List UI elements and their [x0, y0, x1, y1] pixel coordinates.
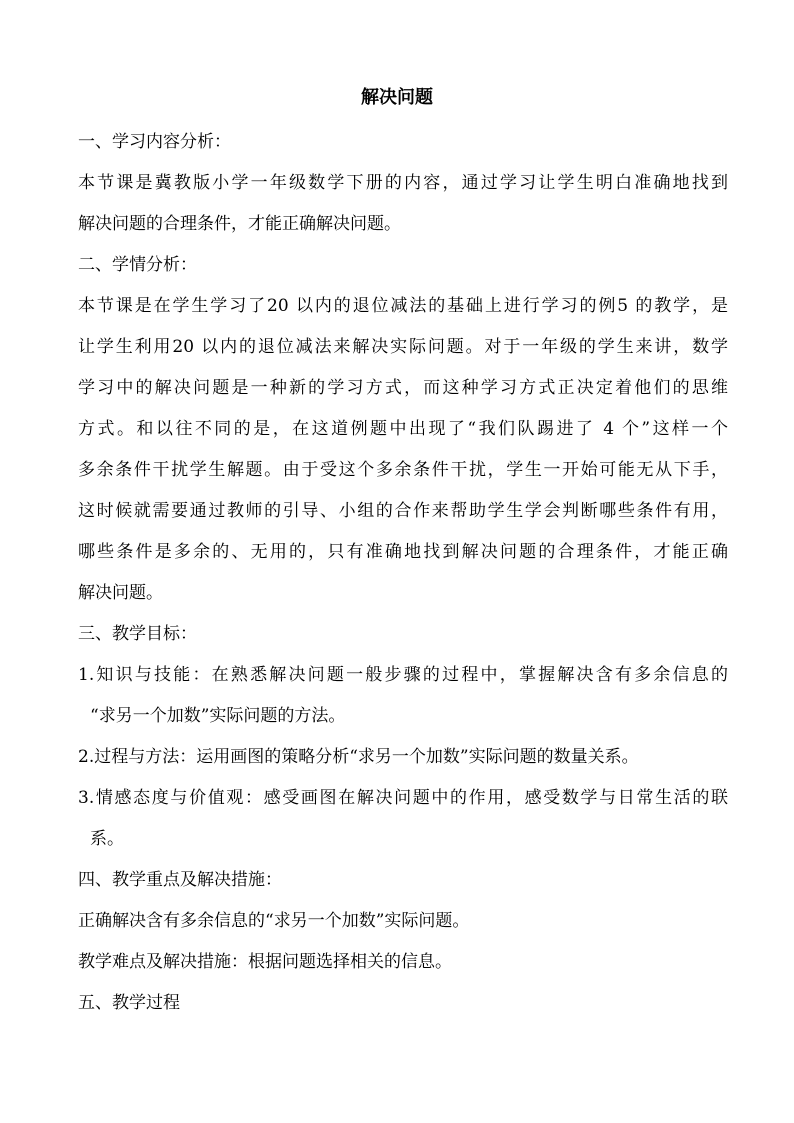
objective-line: 1.知识与技能：在熟悉解决问题一般步骤的过程中，掌握解决含有多余信息的 — [78, 665, 728, 685]
paragraph-line: 这时候就需要通过教师的引导、小组的合作来帮助学生学会判断哪些条件有用， — [78, 501, 728, 521]
paragraph-line: 解决问题的合理条件，才能正确解决问题。 — [78, 214, 401, 234]
paragraph-line: 本节课是冀教版小学一年级数学下册的内容，通过学习让学生明白准确地找到 — [78, 173, 728, 193]
section-heading-teaching-objectives: 三、教学目标： — [78, 624, 197, 644]
objective-line: 2.过程与方法：运用画图的策略分析“求另一个加数”实际问题的数量关系。 — [78, 747, 639, 767]
objective-line: “求另一个加数”实际问题的方法。 — [90, 706, 346, 726]
objective-line: 3.情感态度与价值观：感受画图在解决问题中的作用，感受数学与日常生活的联 — [78, 788, 728, 808]
paragraph-line: 本节课是在学生学习了20 以内的退位减法的基础上进行学习的例5 的教学，是 — [78, 296, 728, 316]
objective-line: 系。 — [90, 829, 124, 849]
section-heading-content-analysis: 一、学习内容分析： — [78, 132, 231, 152]
document-title: 解决问题 — [361, 87, 433, 108]
paragraph-line: 解决问题。 — [78, 583, 163, 603]
paragraph-line: 正确解决含有多余信息的“求另一个加数”实际问题。 — [78, 911, 470, 931]
paragraph-line: 让学生利用20 以内的退位减法来解决实际问题。对于一年级的学生来讲，数学 — [78, 337, 728, 357]
paragraph-line: 多余条件干扰学生解题。由于受这个多余条件干扰，学生一开始可能无从下手， — [78, 460, 728, 480]
section-heading-key-points: 四、教学重点及解决措施： — [78, 870, 282, 890]
section-heading-teaching-process: 五、教学过程 — [78, 993, 180, 1013]
paragraph-line: 方式。和以往不同的是，在这道例题中出现了“我们队踢进了 4 个”这样一个 — [78, 419, 728, 439]
section-heading-learner-analysis: 二、学情分析： — [78, 255, 197, 275]
paragraph-line: 哪些条件是多余的、无用的，只有准确地找到解决问题的合理条件，才能正确 — [78, 542, 728, 562]
paragraph-line: 教学难点及解决措施：根据问题选择相关的信息。 — [78, 952, 452, 972]
paragraph-line: 学习中的解决问题是一种新的学习方式，而这种学习方式正决定着他们的思维 — [78, 378, 728, 398]
